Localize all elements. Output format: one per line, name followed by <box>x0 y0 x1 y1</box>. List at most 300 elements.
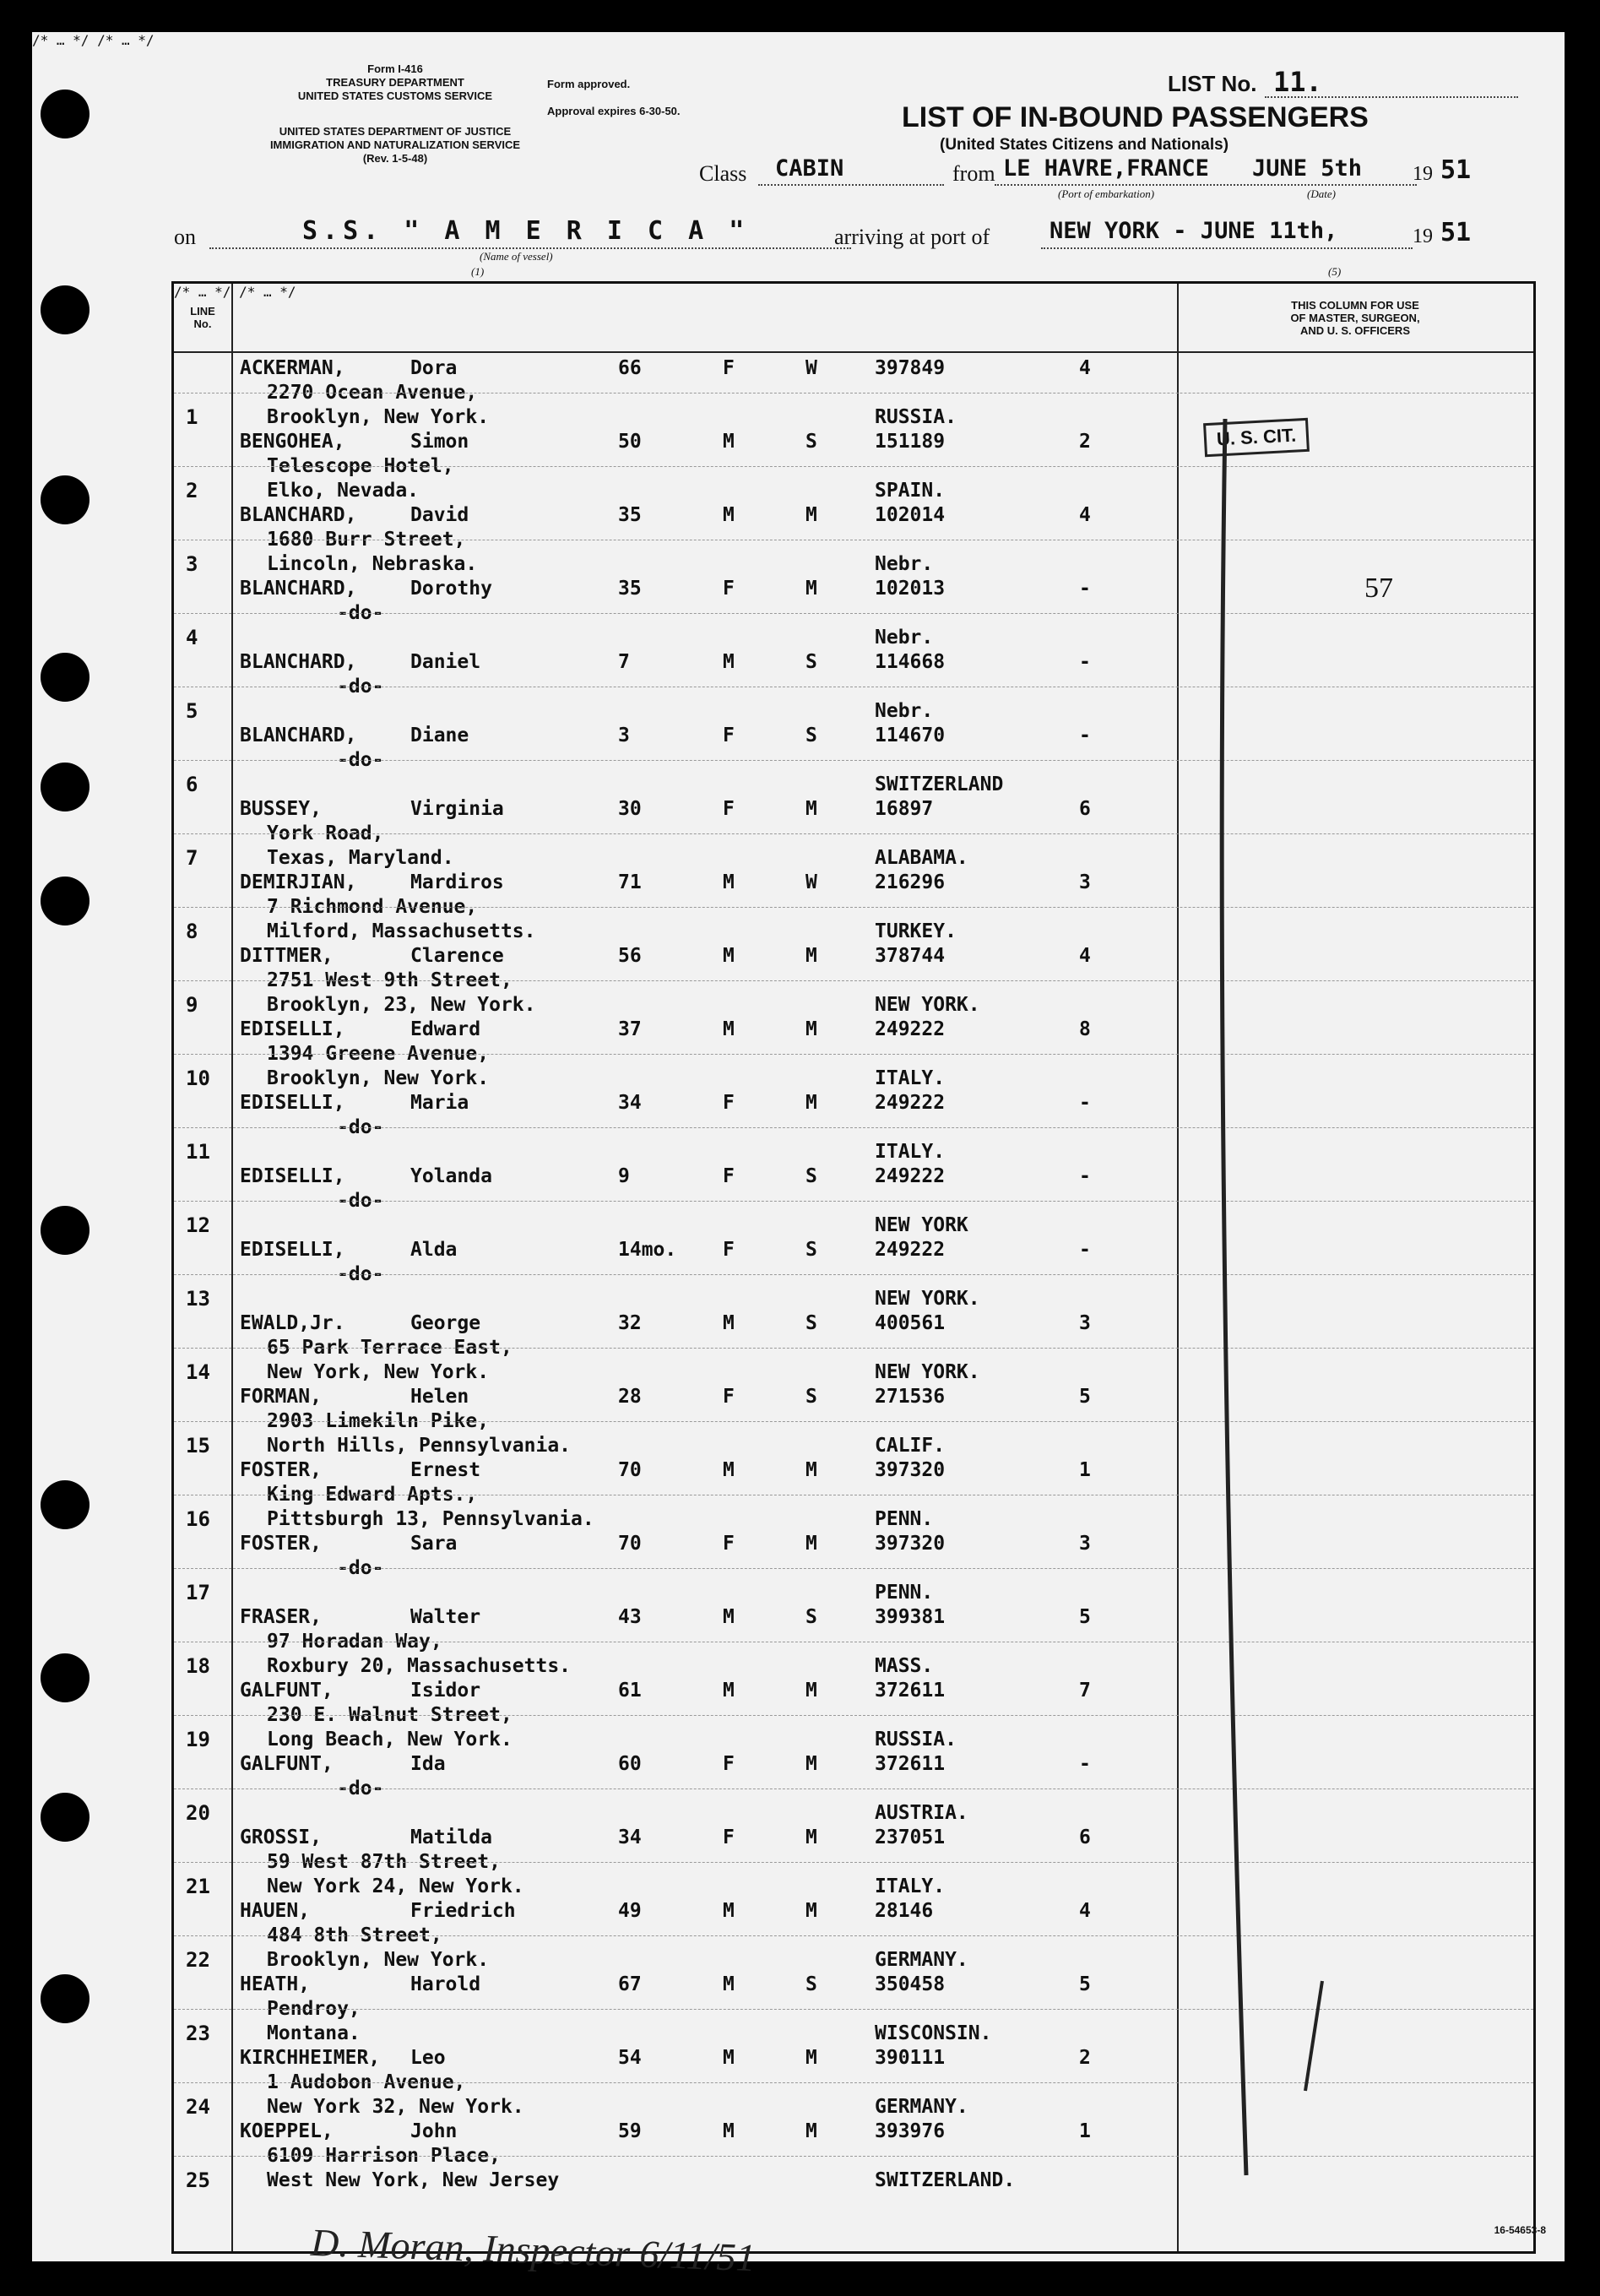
class-value: CABIN <box>775 155 844 182</box>
passport-number: 102014 <box>875 504 946 526</box>
place-of-birth: WISCONSIN. <box>875 2022 992 2044</box>
age: 70 <box>618 1459 642 1481</box>
baggage-count: 5 <box>1079 1973 1091 1995</box>
age: 32 <box>618 1312 642 1334</box>
passport-number: 237051 <box>875 1826 946 1848</box>
place-of-birth: PENN. <box>875 1582 934 1604</box>
marital-status: S <box>805 431 817 453</box>
surname: BUSSEY, <box>240 798 322 820</box>
binder-hole <box>41 1653 89 1702</box>
binder-hole <box>41 653 89 702</box>
ins-service: IMMIGRATION AND NATURALIZATION SERVICE <box>269 138 521 151</box>
justice-dept: UNITED STATES DEPARTMENT OF JUSTICE <box>279 125 512 138</box>
line-number: 25 <box>186 2168 210 2192</box>
col-number-5: (5) <box>1328 265 1342 278</box>
class-label: Class <box>699 161 747 186</box>
address-line-2: New York, New York. <box>267 1361 490 1383</box>
sex: M <box>723 871 735 893</box>
place-of-birth: ITALY. <box>875 1141 946 1163</box>
passport-number: 400561 <box>875 1312 946 1334</box>
margin-number: 57 <box>1364 573 1393 604</box>
age: 66 <box>618 357 642 379</box>
header-officers: THIS COLUMN FOR USE OF MASTER, SURGEON, AND U. S. OFFICERS <box>1290 298 1420 337</box>
age: 9 <box>618 1165 630 1187</box>
age: 30 <box>618 798 642 820</box>
given-name: Alda <box>410 1239 458 1261</box>
marital-status: S <box>805 1165 817 1187</box>
surname: GROSSI, <box>240 1826 322 1848</box>
marital-status: S <box>805 1973 817 1995</box>
age: 70 <box>618 1533 642 1555</box>
marital-status: M <box>805 504 817 526</box>
marital-status: S <box>805 1386 817 1408</box>
marital-status: M <box>805 1459 817 1481</box>
sex: M <box>723 1018 735 1040</box>
list-number-line <box>1265 96 1518 98</box>
passport-number: 249222 <box>875 1239 946 1261</box>
marital-status: M <box>805 945 817 967</box>
sex: M <box>723 651 735 673</box>
address-line-2: Brooklyn, New York. <box>267 1067 490 1089</box>
year-prefix: 19 <box>1413 163 1433 185</box>
address-line-1: -do- <box>267 1263 384 1285</box>
address-line-1: 97 Horadan Way, <box>267 1631 442 1653</box>
binder-hole <box>41 1206 89 1255</box>
age: 59 <box>618 2120 642 2142</box>
officer-check-marks <box>174 284 1533 2251</box>
col-number-1: (1) <box>471 265 485 278</box>
address-line-1: 6109 Harrison Place, <box>267 2145 501 2167</box>
baggage-count: - <box>1079 651 1091 673</box>
place-of-birth: MASS. <box>875 1655 934 1677</box>
page-title: LIST OF IN-BOUND PASSENGERS <box>902 101 1369 133</box>
embark-date: JUNE 5th <box>1252 155 1363 182</box>
baggage-count: 5 <box>1079 1606 1091 1628</box>
sex: M <box>723 1606 735 1628</box>
given-name: Walter <box>410 1606 481 1628</box>
surname: ACKERMAN, <box>240 357 345 379</box>
marital-status: M <box>805 798 817 820</box>
given-name: Yolanda <box>410 1165 492 1187</box>
age: 34 <box>618 1092 642 1114</box>
age: 67 <box>618 1973 642 1995</box>
from-line <box>995 184 1417 186</box>
marital-status: M <box>805 2120 817 2142</box>
list-label: LIST No. <box>1168 71 1257 96</box>
address-line-1: Telescope Hotel, <box>267 455 454 477</box>
binder-hole <box>41 763 89 811</box>
baggage-count: 6 <box>1079 798 1091 820</box>
us-citizen-stamp: U. S. CIT. <box>1203 418 1310 457</box>
address-line-2: Brooklyn, New York. <box>267 1949 490 1971</box>
arrival-port: NEW YORK - JUNE 11th, <box>1049 218 1338 244</box>
form-code: 16-54653-8 <box>1494 2224 1546 2236</box>
given-name: Simon <box>410 431 469 453</box>
form-number: Form I-416 <box>367 62 423 75</box>
passenger-table: /* … */ LINE No. /* … */ THIS COLUMN FOR USE OF MASTER, SURGEON, AND U. S. OFFICERS 1 ACKERMAN, Dora 2270 Ocean Avenue, Brooklyn, New York. 66 F W 397849 RUSSIA. 4 2 BENGOHEA, Simon Telescope Hotel, Elko, Nevada. 50 M S 151189 SPAIN. 2 3 BLANCHARD, David 1680 Burr Street, Lincoln, Nebraska. 35 M M 102014 Nebr. 4 4 BLANCHARD, Dorothy -do- 35 F M 102013 Nebr. - 5 BLANCHARD, Daniel -do- 7 M S 114668 Nebr. - 6 BLANCHARD, Diane -do- 3 F S 114670 SWITZERLAND - 7 BUSSEY, Virginia York Road, Texas, Maryland. 30 F M 16897 ALABAMA. 6 8 DEMIRJIAN, Mardiros 7 Richmond Avenue, Milford, Massachusetts. 71 M W 216296 TURKEY. 3 9 DITTMER, Clarence 2751 West 9th Street, Brooklyn, 23, New York. 56 M M 378744 NEW YORK. 4 10 EDISELLI, Edward 1394 Greene Avenue, Brooklyn, New York. 37 M M 249222 ITALY. 8 11 EDISELLI, Maria -do- 34 F M 249222 ITALY. - 12 EDISELLI, Yolanda -do- 9 F S 249222 NEW YORK - 13 EDISELLI, Alda -do- 14mo. F S 249222 NEW YORK. - 14 EWALD,Jr. George 65 Park Terrace East, New York, New York. 32 M S 400561 NEW YORK. 3 15 FORMAN, Helen 2903 Limekiln Pike, North Hills, Pennsylvania. 28 F S 271536 CALIF. 5 16 FOSTER, Ernest King Edward Apts., Pittsburgh 13, Pennsylvania. 70 M M 397320 PENN. 1 17 FOSTER, Sara -do- 70 F M 397320 PENN. 3 18 FRASER, Walter 97 Horadan Way, Roxbury 20, Massachusetts. 43 M S 399381 MASS. 5 19 GALFUNT, Isidor 230 E. Walnut Street, Long Beach, New York. 61 M M 372611 RUSSIA. 7 20 GALFUNT, Ida -do- 60 F M 372611 AUSTRIA. - 21 GROSSI, Matilda 59 West 87th Street, New York 24, New York. 34 F M 237051 ITALY. 6 22 HAUEN, Friedrich 484 8th Street, Brooklyn, New York. 49 M M 28146 GERMANY. 4 23 HEATH, Harold Pendroy, Montana. 67 M S 350458 WISCONSIN. 5 24 KIRCHHEIMER, Leo 1 Audobon Avenue, New York 32, New York. 54 M M 390111 GERMANY. 2 25 KOEPPEL, John 6109 Harrison Place, West New York, New Jersey 59 M M 393976 SWITZERLAND. 1 U. S. CIT. 57 <box>171 281 1536 2254</box>
surname: BLANCHARD, <box>240 578 357 600</box>
on-label: on <box>174 225 196 249</box>
surname: HAUEN, <box>240 1900 311 1922</box>
given-name: Isidor <box>410 1680 481 1702</box>
line-number: 8 <box>186 920 198 943</box>
age: 49 <box>618 1900 642 1922</box>
place-of-birth: RUSSIA. <box>875 406 957 428</box>
sex: F <box>723 1753 735 1775</box>
port-caption: (Port of embarkation) <box>1058 187 1155 200</box>
passport-number: 397849 <box>875 357 946 379</box>
age: 56 <box>618 945 642 967</box>
marital-status: M <box>805 578 817 600</box>
given-name: Daniel <box>410 651 481 673</box>
baggage-count: 4 <box>1079 945 1091 967</box>
address-line-1: 2751 West 9th Street, <box>267 969 513 991</box>
marital-status: W <box>805 871 817 893</box>
address-line-1: 1 Audobon Avenue, <box>267 2071 466 2093</box>
given-name: Dora <box>410 357 458 379</box>
sex: M <box>723 1973 735 1995</box>
address-line-2: New York 24, New York. <box>267 1875 524 1897</box>
surname: BLANCHARD, <box>240 725 357 746</box>
given-name: George <box>410 1312 481 1334</box>
sex: F <box>723 357 735 379</box>
address-line-2: North Hills, Pennsylvania. <box>267 1435 572 1457</box>
line-number: 12 <box>186 1213 210 1237</box>
surname: DITTMER, <box>240 945 334 967</box>
address-line-2: Montana. <box>267 2022 361 2044</box>
age: 60 <box>618 1753 642 1775</box>
binder-hole <box>41 877 89 925</box>
address-line-1: 65 Park Terrace East, <box>267 1337 513 1359</box>
marital-status: S <box>805 1239 817 1261</box>
baggage-count: 4 <box>1079 1900 1091 1922</box>
line-number: 9 <box>186 993 198 1017</box>
address-line-2: Elko, Nevada. <box>267 480 420 502</box>
given-name: David <box>410 504 469 526</box>
place-of-birth: SWITZERLAND. <box>875 2169 1016 2191</box>
address-line-2: Texas, Maryland. <box>267 847 454 869</box>
baggage-count: 3 <box>1079 1533 1091 1555</box>
binder-holes <box>41 32 108 2261</box>
sex: M <box>723 2047 735 2069</box>
place-of-birth: Nebr. <box>875 627 934 649</box>
line-number: 7 <box>186 846 198 870</box>
place-of-birth: TURKEY. <box>875 920 957 942</box>
given-name: Leo <box>410 2047 446 2069</box>
address-line-1: -do- <box>267 1557 384 1579</box>
line-number: 15 <box>186 1434 210 1457</box>
baggage-count: 2 <box>1079 431 1091 453</box>
line-number: 13 <box>186 1287 210 1311</box>
passport-number: 114670 <box>875 725 946 746</box>
surname: FRASER, <box>240 1606 322 1628</box>
given-name: Ernest <box>410 1459 481 1481</box>
address-line-1: -do- <box>267 749 384 771</box>
address-line-2: Pittsburgh 13, Pennsylvania. <box>267 1508 594 1530</box>
given-name: Maria <box>410 1092 469 1114</box>
marital-status: S <box>805 1606 817 1628</box>
place-of-birth: RUSSIA. <box>875 1729 957 1750</box>
arriving-label: arriving at port of <box>834 225 990 249</box>
baggage-count: - <box>1079 1165 1091 1187</box>
address-line-1: 7 Richmond Avenue, <box>267 896 478 918</box>
passport-number: 249222 <box>875 1165 946 1187</box>
address-line-1: -do- <box>267 676 384 697</box>
from-label: from <box>952 161 995 186</box>
sex: M <box>723 1312 735 1334</box>
line-number: 19 <box>186 1728 210 1751</box>
inspector-tick <box>1305 1981 1322 2091</box>
sex: M <box>723 1459 735 1481</box>
sex: F <box>723 798 735 820</box>
baggage-count: 3 <box>1079 871 1091 893</box>
line-number: 22 <box>186 1948 210 1972</box>
marital-status: M <box>805 1753 817 1775</box>
line-number: 23 <box>186 2022 210 2045</box>
marital-status: S <box>805 1312 817 1334</box>
passport-number: 249222 <box>875 1092 946 1114</box>
line-number: 5 <box>186 699 198 723</box>
sex: M <box>723 504 735 526</box>
marital-status: W <box>805 357 817 379</box>
sex: F <box>723 1386 735 1408</box>
arrival-line <box>1041 247 1413 249</box>
passport-number: 102013 <box>875 578 946 600</box>
line-number: 10 <box>186 1067 210 1090</box>
binder-hole <box>41 475 89 524</box>
address-line-1: 2903 Limekiln Pike, <box>267 1410 490 1432</box>
age: 34 <box>618 1826 642 1848</box>
surname: EDISELLI, <box>240 1092 345 1114</box>
customs-service: UNITED STATES CUSTOMS SERVICE <box>297 90 493 102</box>
sex: M <box>723 2120 735 2142</box>
marital-status: M <box>805 1900 817 1922</box>
surname: FORMAN, <box>240 1386 322 1408</box>
approval-expires: Approval expires 6-30-50. <box>547 105 681 117</box>
binder-hole <box>41 285 89 334</box>
form-approved: Form approved. <box>547 78 631 90</box>
passport-number: 114668 <box>875 651 946 673</box>
address-line-2: West New York, New Jersey <box>267 2169 560 2191</box>
passport-number: 372611 <box>875 1753 946 1775</box>
given-name: Ida <box>410 1753 446 1775</box>
surname: EDISELLI, <box>240 1018 345 1040</box>
place-of-birth: GERMANY. <box>875 1949 968 1971</box>
embark-year: 51 <box>1440 155 1472 185</box>
arrival-year-prefix: 19 <box>1413 225 1433 247</box>
address-line-2: Roxbury 20, Massachusetts. <box>267 1655 572 1677</box>
baggage-count: 1 <box>1079 1459 1091 1481</box>
baggage-count: 4 <box>1079 504 1091 526</box>
address-line-1: York Road, <box>267 822 384 844</box>
sex: F <box>723 1165 735 1187</box>
place-of-birth: NEW YORK <box>875 1214 968 1236</box>
marital-status: M <box>805 1018 817 1040</box>
given-name: John <box>410 2120 458 2142</box>
passport-number: 350458 <box>875 1973 946 1995</box>
surname: BENGOHEA, <box>240 431 345 453</box>
place-of-birth: ITALY. <box>875 1067 946 1089</box>
baggage-count: - <box>1079 1239 1091 1261</box>
sex: F <box>723 1533 735 1555</box>
given-name: Edward <box>410 1018 481 1040</box>
address-line-1: -do- <box>267 602 384 624</box>
address-line-1: 230 E. Walnut Street, <box>267 1704 513 1726</box>
surname: KOEPPEL, <box>240 2120 334 2142</box>
vessel-caption: (Name of vessel) <box>480 250 553 263</box>
date-caption: (Date) <box>1307 187 1336 200</box>
surname: FOSTER, <box>240 1533 322 1555</box>
place-of-birth: GERMANY. <box>875 2096 968 2118</box>
baggage-count: 7 <box>1079 1680 1091 1702</box>
arrival-year: 51 <box>1440 218 1472 247</box>
baggage-count: 6 <box>1079 1826 1091 1848</box>
passport-number: 397320 <box>875 1533 946 1555</box>
address-line-1: 2270 Ocean Avenue, <box>267 382 478 404</box>
given-name: Helen <box>410 1386 469 1408</box>
given-name: Sara <box>410 1533 458 1555</box>
age: 3 <box>618 725 630 746</box>
age: 54 <box>618 2047 642 2069</box>
line-number: 6 <box>186 773 198 796</box>
marital-status: M <box>805 1092 817 1114</box>
given-name: Clarence <box>410 945 504 967</box>
binder-hole <box>41 1480 89 1529</box>
sex: F <box>723 725 735 746</box>
given-name: Mardiros <box>410 871 504 893</box>
passport-number: 378744 <box>875 945 946 967</box>
address-line-1: 1394 Greene Avenue, <box>267 1043 490 1065</box>
binder-hole <box>41 1793 89 1842</box>
age: 50 <box>618 431 642 453</box>
passport-number: 216296 <box>875 871 946 893</box>
place-of-birth: NEW YORK. <box>875 1288 980 1310</box>
passport-number: 249222 <box>875 1018 946 1040</box>
place-of-birth: Nebr. <box>875 700 934 722</box>
revision: (Rev. 1-5-48) <box>362 152 428 165</box>
header-line-no: LINE No. <box>190 305 215 330</box>
sex: F <box>723 578 735 600</box>
marital-status: M <box>805 1826 817 1848</box>
sex: M <box>723 1900 735 1922</box>
address-line-2: Lincoln, Nebraska. <box>267 553 478 575</box>
age: 71 <box>618 871 642 893</box>
line-number: 24 <box>186 2095 210 2119</box>
line-number: 16 <box>186 1507 210 1531</box>
list-number: 11. <box>1273 66 1322 98</box>
address-line-2: Brooklyn, New York. <box>267 406 490 428</box>
class-line <box>758 184 944 186</box>
baggage-count: 3 <box>1079 1312 1091 1334</box>
surname: BLANCHARD, <box>240 651 357 673</box>
line-number: 17 <box>186 1581 210 1604</box>
age: 35 <box>618 504 642 526</box>
passport-number: 151189 <box>875 431 946 453</box>
place-of-birth: PENN. <box>875 1508 934 1530</box>
sex: F <box>723 1239 735 1261</box>
page-subtitle: (United States Citizens and Nationals) <box>940 136 1229 154</box>
passport-number: 393976 <box>875 2120 946 2142</box>
sex: F <box>723 1092 735 1114</box>
address-line-1: Pendroy, <box>267 1998 361 2020</box>
address-line-2: New York 32, New York. <box>267 2096 524 2118</box>
line-number: 3 <box>186 552 198 576</box>
baggage-count: - <box>1079 578 1091 600</box>
line-number: 20 <box>186 1801 210 1825</box>
marital-status: M <box>805 1533 817 1555</box>
surname: EDISELLI, <box>240 1239 345 1261</box>
age: 37 <box>618 1018 642 1040</box>
address-line-2: Long Beach, New York. <box>267 1729 513 1750</box>
passport-number: 16897 <box>875 798 934 820</box>
line-number: 11 <box>186 1140 210 1164</box>
baggage-count: 5 <box>1079 1386 1091 1408</box>
passport-number: 372611 <box>875 1680 946 1702</box>
place-of-birth: AUSTRIA. <box>875 1802 968 1824</box>
passport-number: 397320 <box>875 1459 946 1481</box>
address-line-1: 1680 Burr Street, <box>267 529 466 551</box>
given-name: Harold <box>410 1973 481 1995</box>
baggage-count: 2 <box>1079 2047 1091 2069</box>
place-of-birth: NEW YORK. <box>875 1361 980 1383</box>
age: 61 <box>618 1680 642 1702</box>
binder-hole <box>41 90 89 138</box>
marital-status: S <box>805 725 817 746</box>
surname: DEMIRJIAN, <box>240 871 357 893</box>
passport-number: 390111 <box>875 2047 946 2069</box>
surname: EDISELLI, <box>240 1165 345 1187</box>
vessel-line <box>209 247 851 249</box>
surname: GALFUNT, <box>240 1753 334 1775</box>
inspector-line <box>1222 419 1246 2175</box>
address-line-2: Brooklyn, 23, New York. <box>267 994 536 1016</box>
surname: FOSTER, <box>240 1459 322 1481</box>
manifest-page: Form I-416 TREASURY DEPARTMENT UNITED STATES CUSTOMS SERVICE UNITED STATES DEPARTMENT OF JUSTICE IMMIGRATION AND NATURALIZATION SERVICE (Rev. 1-5-48) Form approved. /* … */ Approval expires 6-30-50. LIST No. 11. LIST OF IN-BOUND PASSENGERS (United States Citizens and Nationals) Class CABIN from LE HAVRE,FRANCE JUNE 5th 19 51 (Port of embarkation) (Date) on S.S. " A M E R I C A " (Name of vessel) arriving at port of NEW YORK - JUNE 11th, 19 51 (1) /* … */ (5) /* … */ LINE No. /* … */ THIS COLUMN FOR USE OF MASTER, SURGEON, AND U. S. OFFICERS 1 ACKERMAN, Dora 2270 Ocean Avenue, Brooklyn, New York. 66 F W 397849 RUSSIA. 4 2 BENGOHEA, Simon Telescope Hotel, Elko, Nevada. 50 M S 151189 SPAIN. 2 3 BLANCHARD, David 1680 Burr Street, Lincoln, Nebraska. 35 M M 102014 Nebr. 4 4 BLANCHARD, Dorothy -do- 35 F M 102013 Nebr. - 5 BLANCHARD, Daniel -do- 7 M S 114668 Nebr. - 6 BLANCHARD, Diane -do- 3 F S 114670 SWITZERLAND - 7 BUSSEY, Virginia York Road, Texas, Maryland. 30 F M 16897 ALABAMA. 6 8 DEMIRJIAN, Mardiros 7 Richmond Avenue, Milford, Massachusetts. 71 M W 216296 TURKEY. 3 9 DITTMER, Clarence 2751 West 9th Street, Brooklyn, 23, New York. 56 M M 378744 NEW YORK. 4 10 EDISELLI, Edward 1394 Greene Avenue, Brooklyn, New York. 37 M M 249222 ITALY. 8 11 EDISELLI, Maria -do- 34 F M 249222 ITALY. - 12 EDISELLI, Yolanda -do- 9 F S 249222 NEW YORK - 13 EDISELLI, Alda -do- 14mo. F S 249222 NEW YORK. - 14 EWALD,Jr. George 65 Park Terrace East, New York, New York. 32 M S 400561 NEW YORK. 3 15 FORMAN, Helen 2903 Limekiln Pike, North Hills, Pennsylvania. 28 F S 271536 CALIF. 5 16 FOSTER, Ernest King Edward Apts., Pittsburgh 13, Pennsylvania. 70 M M 397320 PENN. 1 17 FOSTER, Sara -do- 70 F M 397320 PENN. 3 18 FRASER, Walter 97 Horadan Way, Roxbury 20, Massachusetts. 43 M S 399381 MASS. 5 19 GALFUNT, Isidor 230 E. Walnut Street, Long Beach, New York. 61 M M 372611 RUSSIA. 7 20 GALFUNT, Ida -do- 60 F M 372611 AUSTRIA. - 21 GROSSI, Matilda 59 West 87th Street, New York 24, New York. 34 F M 237051 ITALY. 6 22 HAUEN, Friedrich 484 8th Street, Brooklyn, New York. 49 M M 28146 GERMANY. 4 23 HEATH, Harold Pendroy, Montana. 67 M S 350458 WISCONSIN. 5 24 KIRCHHEIMER, Leo 1 Audobon Avenue, New York 32, New York. 54 M M 390111 GERMANY. 2 25 KOEPPEL, John 6109 Harrison Place, West New York, New Jersey 59 M M 393976 SWITZERLAND. 1 U. S. CIT. 57 D. Moran, Inspector 6/11/51 16-54653-8 <box>32 32 1565 2261</box>
marital-status: M <box>805 1680 817 1702</box>
place-of-birth: NEW YORK. <box>875 994 980 1016</box>
passport-number: 28146 <box>875 1900 934 1922</box>
address-line-1: -do- <box>267 1190 384 1212</box>
surname: EWALD,Jr. <box>240 1312 345 1334</box>
line-number: 4 <box>186 626 198 649</box>
address-line-1: -do- <box>267 1778 384 1799</box>
baggage-count: - <box>1079 725 1091 746</box>
place-of-birth: ALABAMA. <box>875 847 968 869</box>
address-line-1: 484 8th Street, <box>267 1924 442 1946</box>
address-line-1: King Edward Apts., <box>267 1484 478 1506</box>
line-number: 1 <box>186 405 198 429</box>
sex: M <box>723 945 735 967</box>
place-of-birth: ITALY. <box>875 1875 946 1897</box>
marital-status: M <box>805 2047 817 2069</box>
age: 43 <box>618 1606 642 1628</box>
place-of-birth: SPAIN. <box>875 480 946 502</box>
surname: KIRCHHEIMER, <box>240 2047 381 2069</box>
sex: M <box>723 431 735 453</box>
marital-status: S <box>805 651 817 673</box>
baggage-count: 8 <box>1079 1018 1091 1040</box>
given-name: Diane <box>410 725 469 746</box>
port-embarkation: LE HAVRE,FRANCE <box>1003 155 1209 182</box>
age: 35 <box>618 578 642 600</box>
line-number: 2 <box>186 479 198 502</box>
passport-number: 271536 <box>875 1386 946 1408</box>
given-name: Friedrich <box>410 1900 516 1922</box>
inspector-signature: D. Moran, Inspector 6/11/51 <box>310 2220 757 2280</box>
treasury-dept: TREASURY DEPARTMENT <box>326 76 464 89</box>
surname: HEATH, <box>240 1973 311 1995</box>
line-number: 14 <box>186 1360 210 1384</box>
